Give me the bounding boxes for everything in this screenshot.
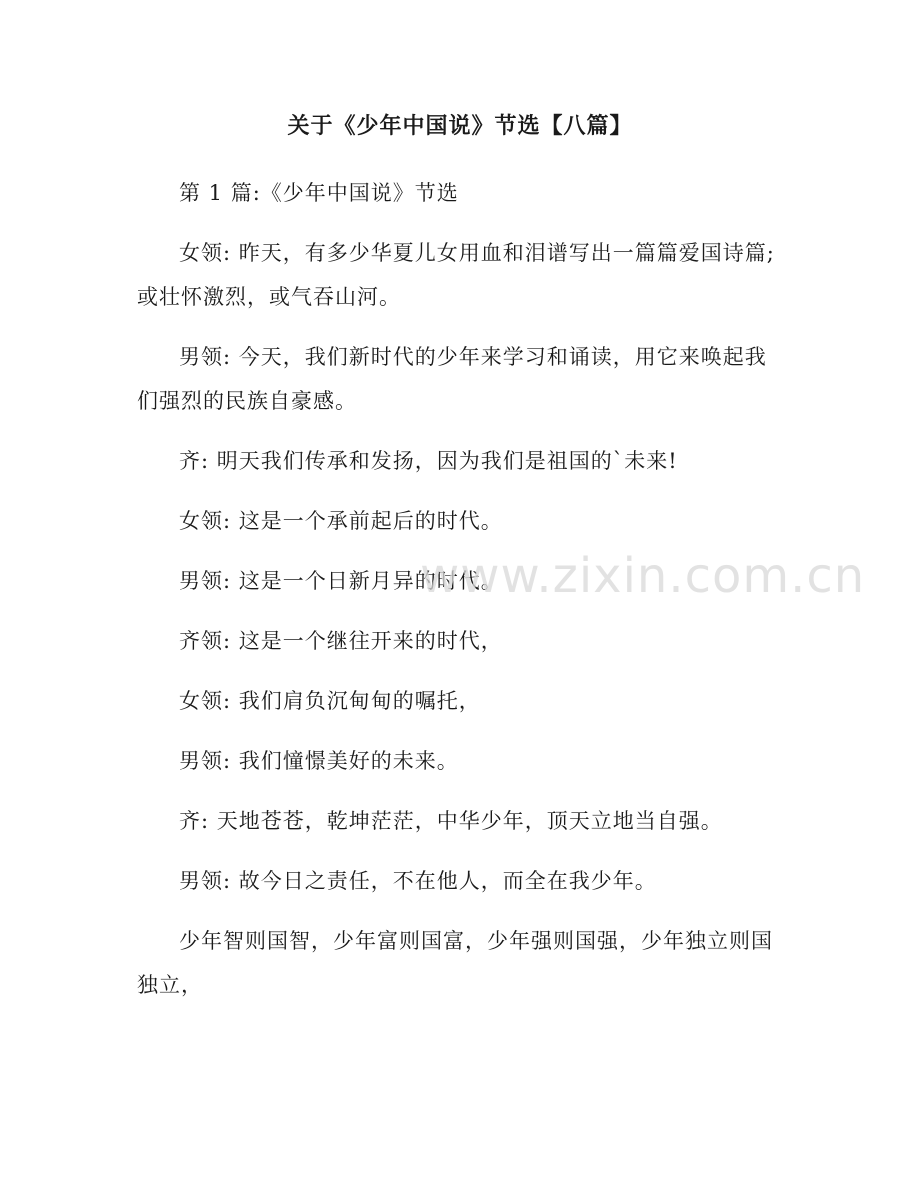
paragraph-1: 第 1 篇:《少年中国说》节选 — [179, 181, 459, 205]
paragraph-9: 男领: 我们憧憬美好的未来。 — [179, 749, 459, 773]
paragraph-8: 女领: 我们肩负沉甸甸的嘱托， — [179, 689, 481, 713]
paragraph-12: 少年智则国智，少年富则国富，少年强则国强，少年独立则国独立， — [137, 929, 773, 997]
paragraph-6: 男领: 这是一个日新月异的时代。 — [179, 569, 503, 593]
document-body — [137, 171, 777, 1023]
paragraph-4: 齐: 明天我们传承和发扬，因为我们是祖国的`未来! — [179, 449, 678, 473]
document-title: 关于《少年中国说》节选【八篇】 — [287, 114, 633, 139]
paragraph-11: 男领: 故今日之责任，不在他人，而全在我少年。 — [179, 869, 657, 893]
paragraph-3: 男领: 今天，我们新时代的少年来学习和诵读，用它来唤起我们强烈的民族自豪感。 — [137, 345, 767, 413]
watermark: www.zixin.com.cn — [420, 548, 866, 604]
paragraph-10: 齐: 天地苍苍，乾坤茫茫，中华少年，顶天立地当自强。 — [179, 809, 723, 833]
paragraph-7: 齐领: 这是一个继往开来的时代， — [179, 629, 503, 653]
paragraph-2: 女领: 昨天，有多少华夏儿女用血和泪谱写出一篇篇爱国诗篇;或壮怀激烈，或气吞山河。 — [137, 241, 775, 309]
paragraph-5: 女领: 这是一个承前起后的时代。 — [179, 509, 503, 533]
